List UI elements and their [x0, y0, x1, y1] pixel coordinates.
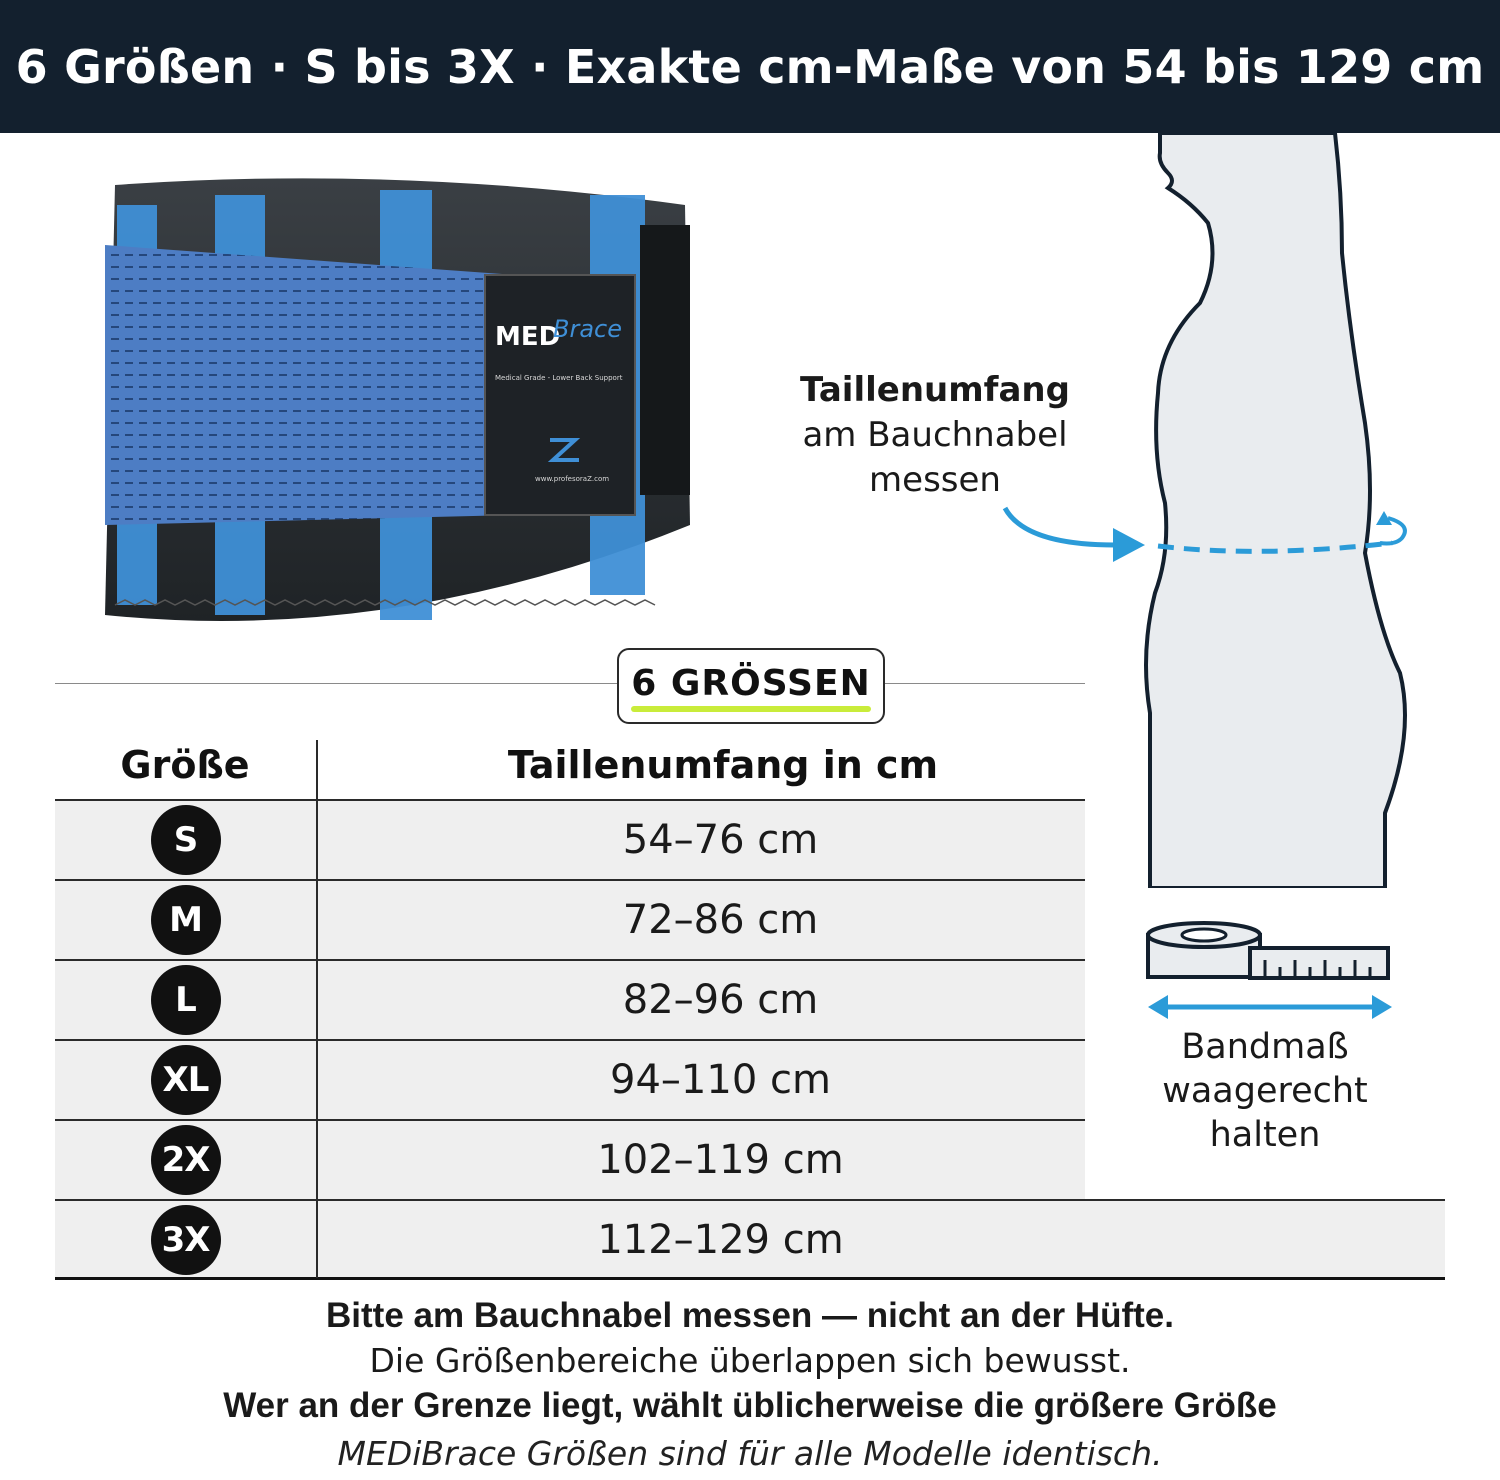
note-line-4: MEDiBrace Größen sind für alle Modelle identisch.: [337, 1434, 1163, 1473]
column-divider: [316, 740, 318, 1278]
header-banner: [0, 0, 1500, 133]
size-badge-2x: 2X: [151, 1125, 221, 1195]
size-cell: [55, 1121, 316, 1199]
size-cell: [55, 961, 316, 1039]
range-cell: 82–96 cm: [622, 977, 819, 1023]
banner-title: 6 Größen · S bis 3X · Exakte cm-Maße von 54 bis 129 cm: [15, 39, 1485, 94]
pointer-arrow: [995, 500, 1155, 575]
size-table-header: [55, 740, 1085, 800]
table-row: [55, 1039, 1085, 1119]
footer-notes: [0, 1293, 1500, 1479]
tape-measure-icon: [1140, 915, 1400, 1030]
table-row: [55, 879, 1085, 959]
size-cell: [55, 1201, 316, 1279]
size-badge-m: M: [151, 885, 221, 955]
range-cell: 94–110 cm: [610, 1057, 831, 1103]
sizes-badge: [617, 648, 885, 724]
header-size: Größe: [120, 743, 250, 787]
range-cell: 112–129 cm: [597, 1217, 844, 1263]
size-cell: [55, 801, 316, 879]
tape-note-line1: Bandmaß: [1181, 1027, 1349, 1067]
brand-url: www.profesoraZ.com: [535, 475, 610, 483]
range-cell: 72–86 cm: [622, 897, 819, 943]
header-range: Taillenumfang in cm: [507, 743, 939, 787]
table-row: [55, 1199, 1445, 1279]
tape-note: [1125, 1025, 1405, 1157]
note-line-2: Die Größenbereiche überlappen sich bewusst.: [369, 1341, 1131, 1380]
brace-mesh-band: [105, 245, 515, 525]
note-line-3: Wer an der Grenze liegt, wählt üblicherweise die größere Größe: [223, 1386, 1277, 1425]
size-cell: [55, 881, 316, 959]
range-cell: 102–119 cm: [597, 1137, 844, 1183]
brand-tagline: Medical Grade - Lower Back Support: [495, 374, 623, 382]
table-row: [55, 959, 1085, 1039]
size-badge-s: S: [151, 805, 221, 875]
torso-outline: [1146, 133, 1405, 888]
size-badge-l: L: [151, 965, 221, 1035]
table-row: [55, 799, 1085, 879]
size-badge-3x: 3X: [151, 1205, 221, 1275]
note-line-1: Bitte am Bauchnabel messen — nicht an der Hüfte.: [326, 1296, 1174, 1335]
waist-note-title: Taillenumfang: [800, 370, 1070, 410]
table-row: [55, 1119, 1085, 1199]
waist-note-line3: messen: [869, 460, 1001, 500]
brand-label: [485, 275, 635, 515]
sizes-badge-label: 6 GRÖSSEN: [631, 663, 870, 710]
back-brace-illustration: [95, 165, 705, 645]
range-cell: 54–76 cm: [622, 817, 819, 863]
waist-measure-note: [765, 368, 1105, 503]
section-divider: [55, 683, 1085, 684]
table-bottom-rule: [55, 1277, 1445, 1280]
brace-strap: [640, 225, 690, 495]
size-cell: [55, 1041, 316, 1119]
tape-note-line3: halten: [1209, 1115, 1321, 1155]
brand-name-right: Brace: [553, 315, 622, 343]
tape-note-line2: waagerecht: [1162, 1071, 1368, 1111]
waist-note-line2: am Bauchnabel: [802, 415, 1068, 455]
brand-name-left: MED: [495, 322, 561, 352]
size-badge-xl: XL: [151, 1045, 221, 1115]
